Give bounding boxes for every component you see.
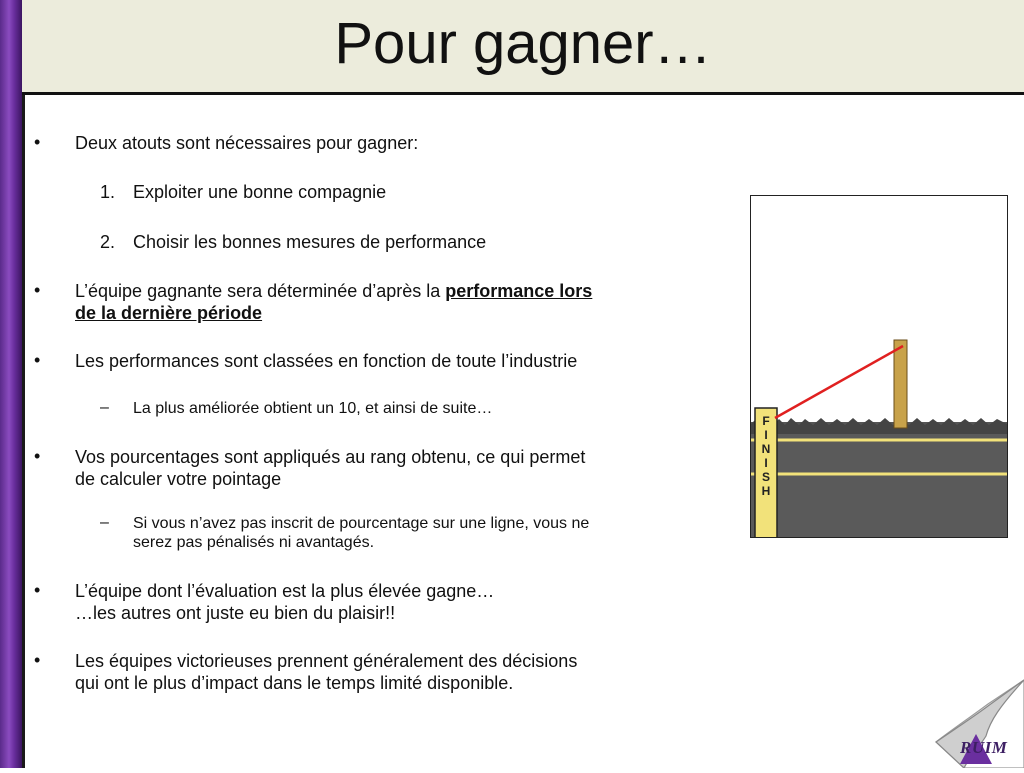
slide-header bbox=[22, 0, 1024, 95]
bullet-line: Les équipes victorieuses prennent généralement des décisions bbox=[75, 651, 578, 671]
bullet-text bbox=[75, 650, 577, 694]
numbered-marker: 1. bbox=[100, 182, 116, 202]
sub-bullet-text: La plus améliorée obtient un 10, et ainsi de suite… bbox=[133, 400, 493, 417]
numbered-item: Choisir les bonnes mesures de performance bbox=[133, 232, 487, 252]
bullet-text bbox=[75, 580, 494, 624]
finish-letter: I bbox=[764, 428, 768, 442]
finish-letter: H bbox=[761, 484, 771, 498]
logo-text: RUIM bbox=[960, 738, 1008, 757]
bullet-marker: • bbox=[34, 446, 41, 466]
sub-bullet-text bbox=[133, 514, 589, 552]
bullet-text bbox=[75, 446, 585, 490]
finish-line-illustration bbox=[751, 196, 1008, 538]
bullet-marker: • bbox=[34, 132, 41, 152]
bullet-text: Les performances sont classées en fonction de toute l’industrie bbox=[75, 351, 578, 371]
bullet-line: …les autres ont juste eu bien du plaisir!! bbox=[75, 603, 396, 623]
sub-bullet-line: Si vous n’avez pas inscrit de pourcentage sur une ligne, vous ne bbox=[133, 515, 590, 532]
dash-marker: – bbox=[100, 399, 109, 416]
emphasized-text: de la dernière période bbox=[75, 303, 263, 323]
slide-title: Pour gagner… bbox=[334, 11, 712, 76]
bullet-text bbox=[75, 280, 745, 324]
numbered-item: Exploiter une bonne compagnie bbox=[133, 182, 387, 202]
finish-letter: F bbox=[762, 414, 770, 428]
bullet-line: qui ont le plus d’impact dans le temps limité disponible. bbox=[75, 673, 514, 693]
bullet-text-part: L’équipe gagnante sera déterminée d’après la bbox=[75, 281, 446, 301]
left-accent-bar bbox=[0, 0, 22, 768]
bullet-text: Deux atouts sont nécessaires pour gagner: bbox=[75, 133, 419, 153]
sub-bullet-line: serez pas pénalisés ni avantagés. bbox=[133, 534, 375, 551]
finish-letter: I bbox=[764, 456, 768, 470]
finish-line-image bbox=[750, 195, 1008, 538]
dash-marker: – bbox=[100, 514, 109, 531]
finish-letter: S bbox=[761, 470, 771, 484]
bullet-marker: • bbox=[34, 580, 41, 600]
emphasized-text: performance lors bbox=[445, 281, 593, 301]
bullet-marker: • bbox=[34, 650, 41, 670]
bullet-line: L’équipe dont l’évaluation est la plus élevée gagne… bbox=[75, 581, 495, 601]
bullet-marker: • bbox=[34, 280, 41, 300]
bullet-marker: • bbox=[34, 350, 41, 370]
finish-letter: N bbox=[761, 442, 771, 456]
numbered-marker: 2. bbox=[100, 232, 116, 252]
bullet-line: Vos pourcentages sont appliqués au rang obtenu, ce qui permet bbox=[75, 447, 586, 467]
bullet-line: de calculer votre pointage bbox=[75, 469, 282, 489]
